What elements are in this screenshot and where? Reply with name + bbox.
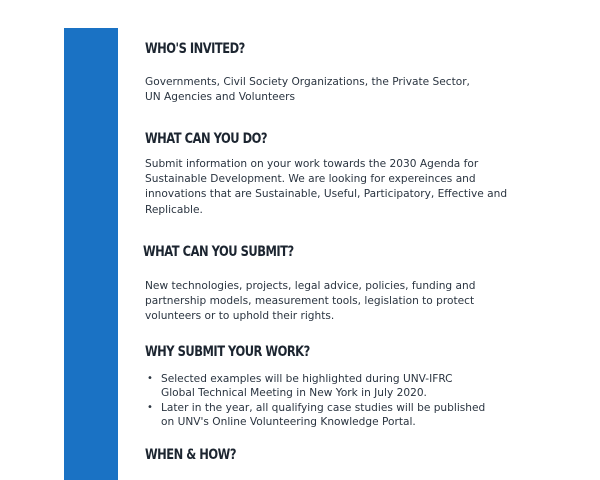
bullet-item bbox=[145, 401, 485, 430]
heading-when-and-how: WHEN & HOW? bbox=[145, 447, 237, 463]
paragraph-line: UN Agencies and Volunteers bbox=[145, 91, 296, 104]
bullet-item bbox=[145, 372, 485, 401]
heading-why-submit-your-work: WHY SUBMIT YOUR WORK? bbox=[145, 344, 310, 360]
paragraph-line: volunteers or to uphold their rights. bbox=[145, 310, 335, 323]
heading-what-can-you-do: WHAT CAN YOU DO? bbox=[145, 131, 268, 147]
bullet-icon: • bbox=[147, 401, 153, 413]
paragraph-line: New technologies, projects, legal advice, policies, funding and bbox=[145, 280, 476, 292]
paragraph-line: Governments, Civil Society Organizations, the Private Sector, bbox=[145, 76, 470, 88]
bullet-line: Global Technical Meeting in New York in July 2020. bbox=[161, 387, 427, 400]
heading-whos-invited: WHO'S INVITED? bbox=[145, 41, 245, 57]
paragraph-whos-invited bbox=[145, 75, 470, 105]
bullet-line: Selected examples will be highlighted during UNV-IFRC bbox=[161, 373, 453, 385]
heading-what-can-you-submit: WHAT CAN YOU SUBMIT? bbox=[143, 244, 294, 260]
paragraph-line: innovations that are Sustainable, Useful, Participatory, Effective and bbox=[145, 188, 508, 201]
accent-bar bbox=[64, 28, 118, 480]
paragraph-line: partnership models, measurement tools, legislation to protect bbox=[145, 295, 475, 308]
paragraph-line: Submit information on your work towards the 2030 Agenda for bbox=[145, 158, 479, 170]
bullet-line: on UNV's Online Volunteering Knowledge Portal. bbox=[161, 416, 416, 429]
bullet-icon: • bbox=[147, 373, 153, 384]
paragraph-line: Sustainable Development. We are looking for expereinces and bbox=[145, 173, 476, 186]
bullet-line: Later in the year, all qualifying case studies will be published bbox=[161, 401, 486, 414]
paragraph-what-can-you-submit bbox=[145, 279, 475, 325]
paragraph-what-can-you-do bbox=[145, 157, 507, 218]
paragraph-line: Replicable. bbox=[145, 203, 203, 216]
why-submit-bullet-list bbox=[145, 372, 485, 430]
